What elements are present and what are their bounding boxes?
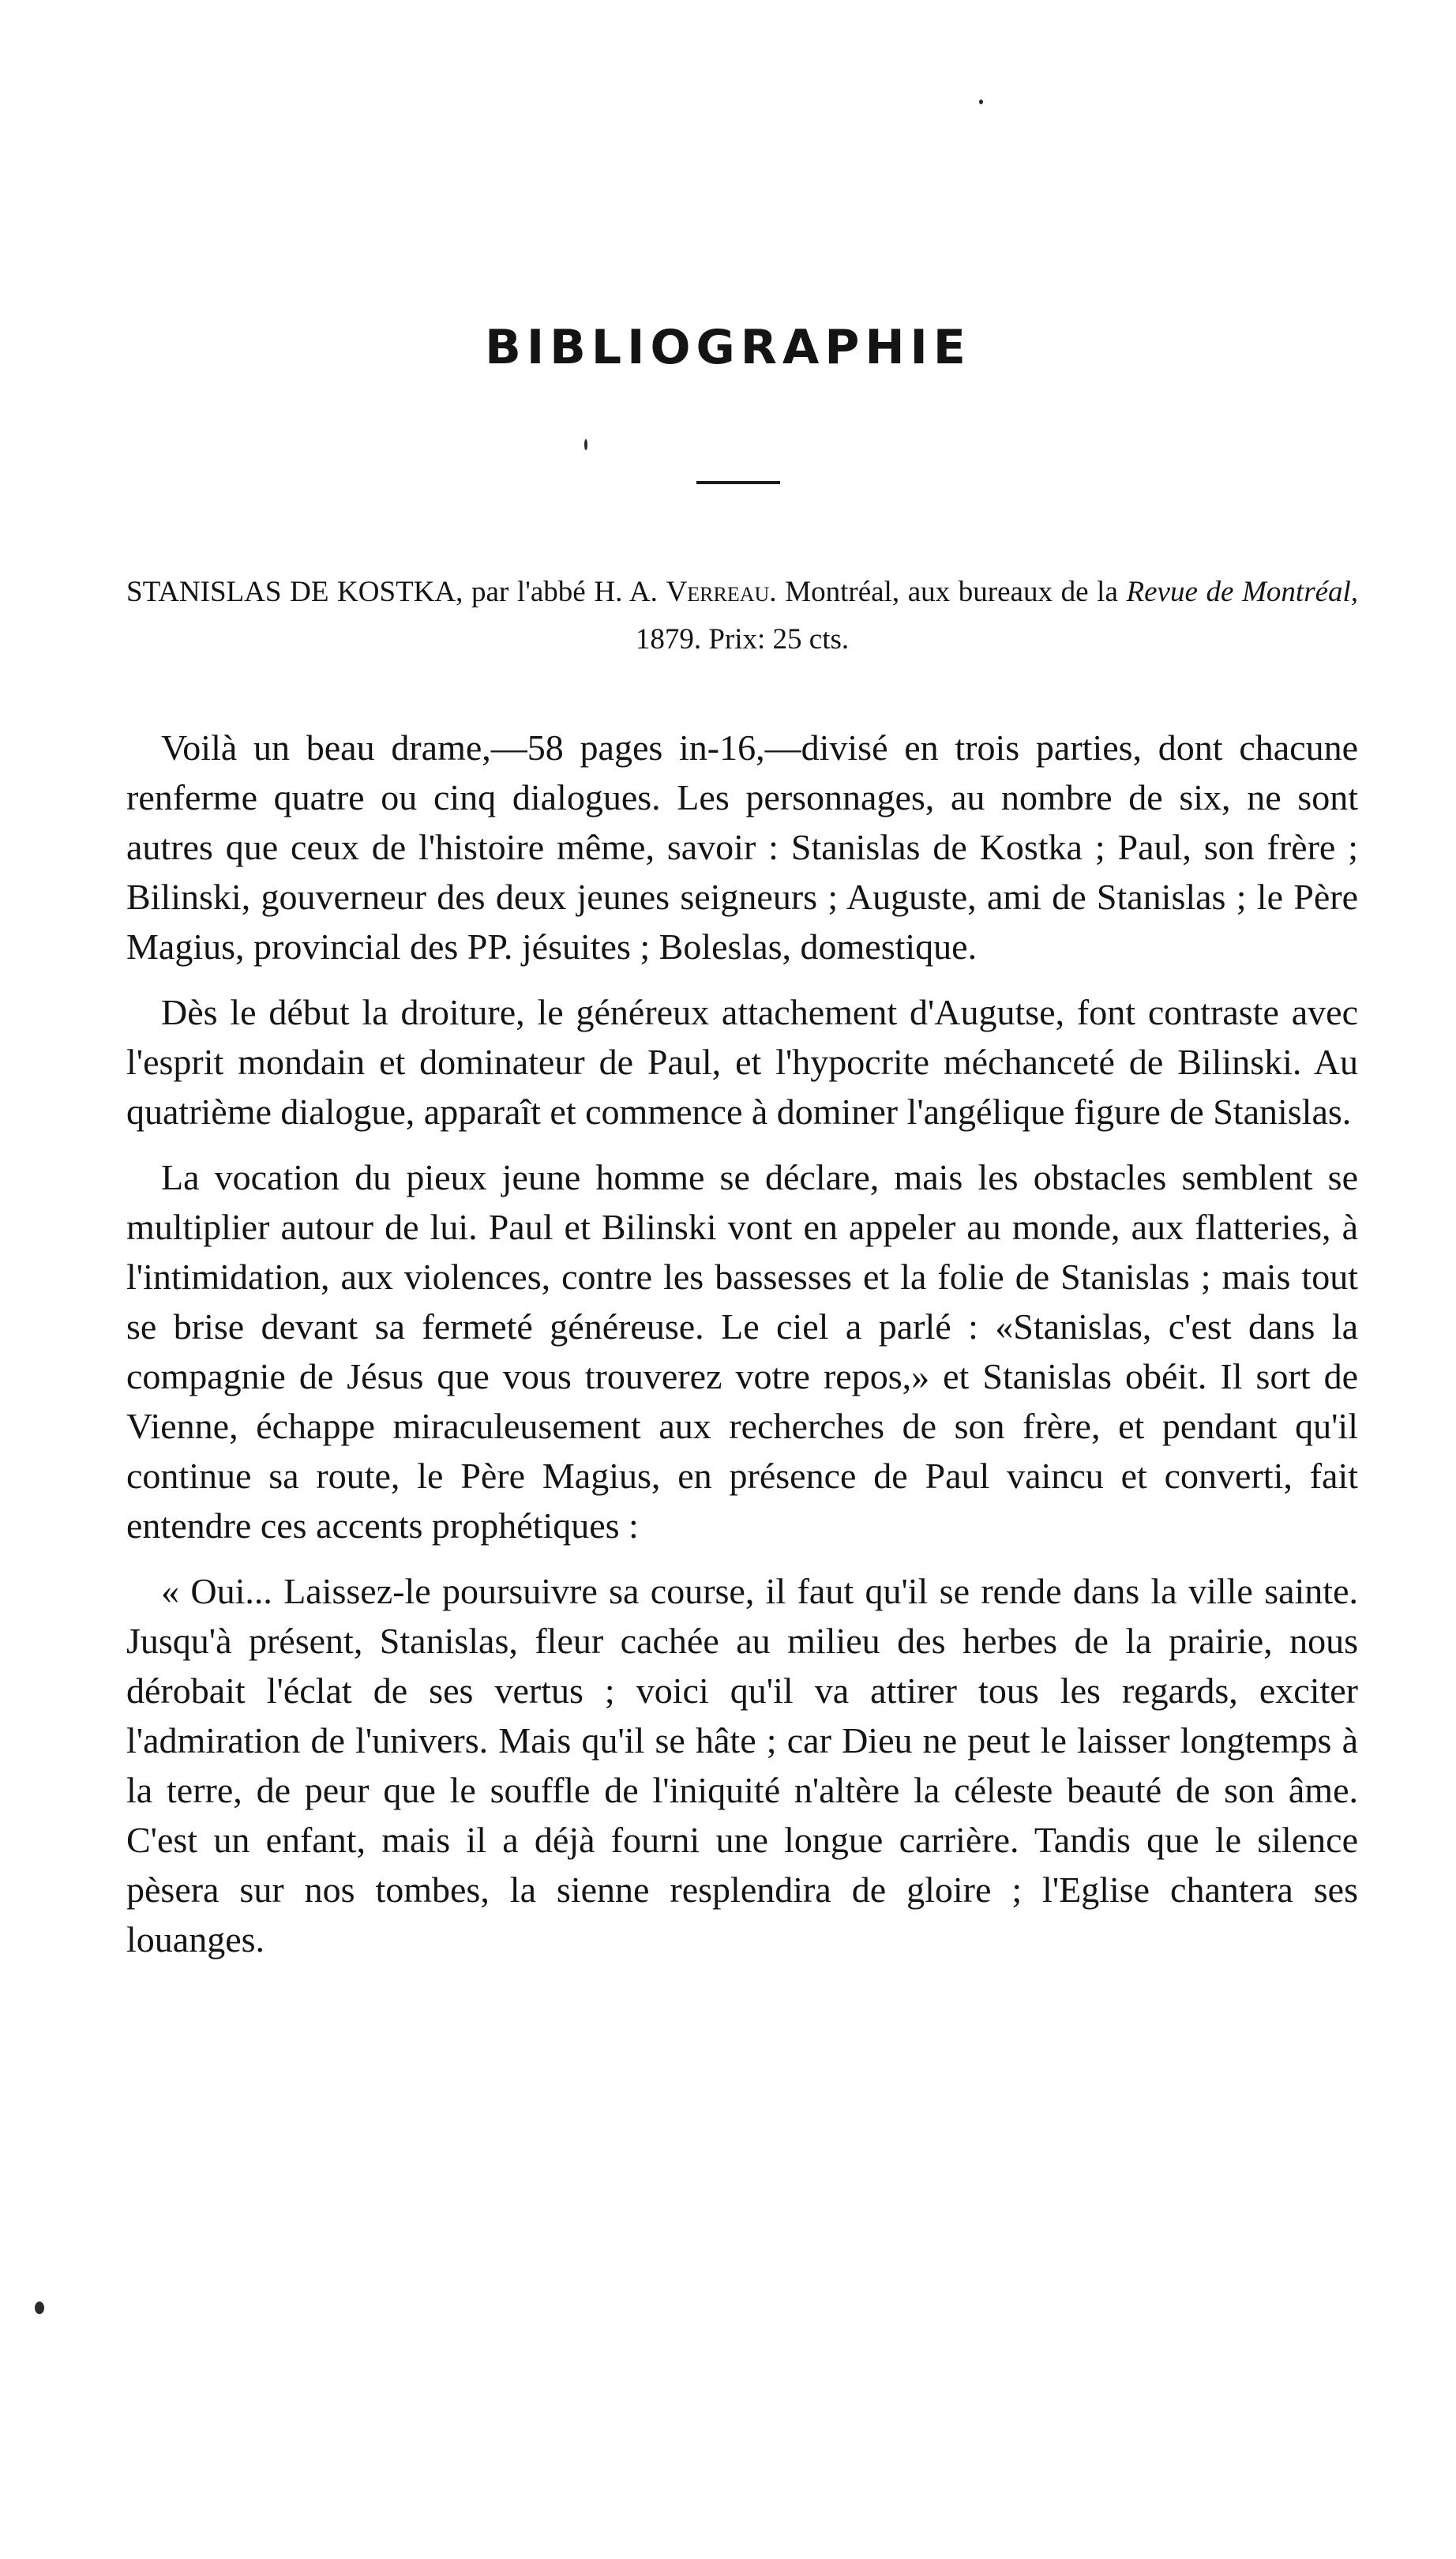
citation-author: Verreau. xyxy=(666,576,777,608)
citation-by: par l'abbé H. A. xyxy=(471,576,658,608)
bibliographic-citation xyxy=(126,569,1358,663)
title-divider xyxy=(696,481,780,484)
ink-speck-margin xyxy=(35,2302,44,2314)
review-paragraph-1: Voilà un beau drame,—58 pages in-16,—divisé en trois parties, dont chacune renferme quatre ou cinq dialogues. Les personnages, au nombre de six, ne sont autres que ceux de l'histoire même, savoir : Stanislas de Kostka ; Paul, son frère ; Bilinski, gouverneur des deux jeunes seigneurs ; Auguste, ami de Stanislas ; le Père Magius, provincial des PP. jésuites ; Boleslas, domestique. xyxy=(126,727,1358,967)
review-paragraph-2: Dès le début la droiture, le généreux attachement d'Augutse, font contraste avec l'esprit mondain et dominateur de Paul, et l'hypocrite méchanceté de Bilinski. Au quatrième dialogue, apparaît et commence à dominer l'angélique figure de Stanislas. xyxy=(126,992,1358,1132)
citation-place: Montréal, aux bureaux de la xyxy=(785,576,1118,608)
review-body xyxy=(126,723,1358,1980)
citation-year-price: 1879. Prix: 25 cts. xyxy=(635,623,850,656)
page-title: BIBLIOGRAPHIE xyxy=(485,320,971,375)
review-paragraph-4: « Oui... Laissez-le poursuivre sa course, il faut qu'il se rende dans la ville sainte. Jusqu'à présent, Stanislas, fleur cachée au milieu des herbes de la prairie, nous dérobait l'éclat de ses vertus ; voici qu'il va attirer tous les regards, exciter l'admiration de l'univers. Mais qu'il se hâte ; car Dieu ne peut le laisser longtemps à la terre, de peur que le souffle de l'iniquité n'altère la céleste beauté de son âme. C'est un enfant, mais il a déjà fourni une longue carrière. Tandis que le silence pèsera sur nos tombes, la sienne resplendira de gloire ; l'Eglise chantera ses louanges. xyxy=(126,1571,1358,1960)
citation-journal: Revue de Montréal, xyxy=(1126,576,1359,608)
ink-speck-top xyxy=(979,100,983,104)
review-paragraph-3: La vocation du pieux jeune homme se déclare, mais les obstacles semblent se multiplier autour de lui. Paul et Bilinski vont en appeler au monde, aux flatteries, à l'intimidation, aux violences, contre les bassesses et la folie de Stanislas ; mais tout se brise devant sa fermeté généreuse. Le ciel a parlé : «Stanislas, c'est dans la compagnie de Jésus que vous trouverez votre repos,» et Stanislas obéit. Il sort de Vienne, échappe miraculeusement aux recherches de son frère, et pendant qu'il continue sa route, le Père Magius, en présence de Paul vaincu et converti, fait entendre ces accents prophétiques : xyxy=(126,1157,1358,1546)
citation-title: STANISLAS DE KOSTKA, xyxy=(126,576,463,608)
ink-speck-under-title xyxy=(584,439,587,450)
